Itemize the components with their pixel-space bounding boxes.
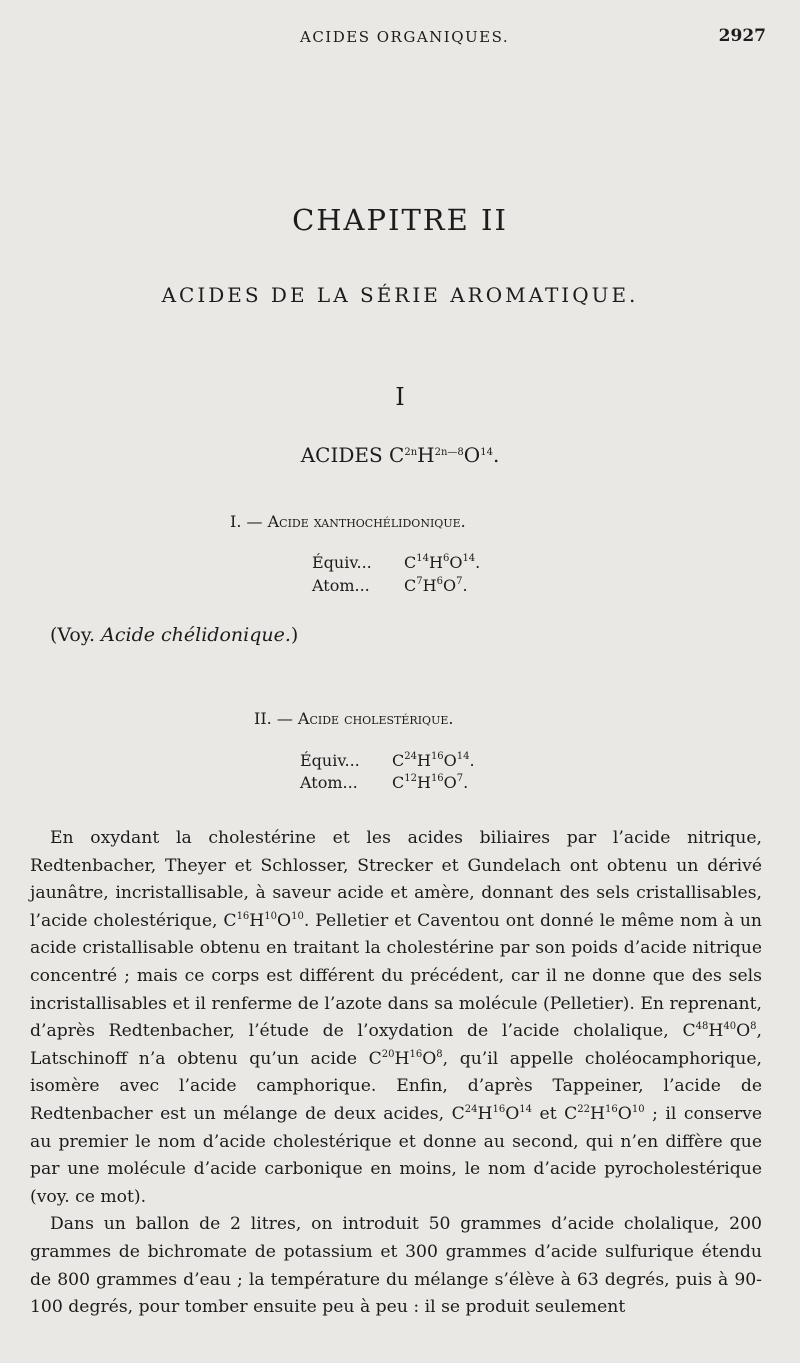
section-heading-xanthochelidonique <box>230 512 466 531</box>
section-number: I. — <box>230 512 263 531</box>
equiv-label: Équiv... <box>300 751 360 770</box>
atom-formula-row <box>300 773 468 792</box>
section-name: Acide cholestérique. <box>297 709 454 728</box>
section-heading-cholesterique <box>254 709 453 728</box>
equiv-formula-row <box>300 751 475 770</box>
equiv-formula: $C^{24}H^{16}O^{14}$. <box>392 751 475 770</box>
atom-label: Atom... <box>300 773 358 792</box>
cross-reference: (Voy. Acide chélidonique.) <box>50 624 299 646</box>
paragraph: Dans un ballon de 2 litres, on introduit 50 grammes d’acide cholalique, 200 grammes de bichromate de potassium et 300 grammes d’acide sulfurique étendu de 800 grammes d’eau ; la température du mélange s’élève à 63 degrés, puis à 90-100 degrés, pour tomber ensuite peu à peu : il se produit seulement <box>30 1214 762 1318</box>
paragraph: En oxydant la cholestérine et les acides biliaires par l’acide nitrique, Redtenbacher, Theyer et Schlosser, Strecker et Gundelach ont obtenu un dérivé jaunâtre, incristallisable, à saveur acide et amère, donnant des sels cristallisables, l’acide cholestérique, $C^{16}H^{10}O^{10}$. Pelletier et Caventou ont donné le même nom à un acide cristallisable obtenu en traitant la cholestérine par son poids d’acide nitrique concentré ; mais ce corps est différent du précédent, car il ne donne que des sels incristallisables et il renferme de l’azote dans sa molécule (Pelletier). En reprenant, d’après Redtenbacher, l’étude de l’oxydation de l’acide cholalique, $C^{48}H^{40}O^8$, Latschinoff n’a obtenu qu’un acide $C^{20}H^{16}O^8$, qu’il appelle choléocamphorique, isomère avec l’acide camphorique. Enfin, d’après Tappeiner, l’acide de Redtenbacher est un mélange de deux acides, $C^{24}H^{16}O^{14}$ et $C^{22}H^{16}O^{10}$ ; il conserve au premier le nom d’acide cholestérique et donne au second, qui n’en diffère que par une molécule d’acide carbonique en moins, le nom d’acide pyrocholestérique (voy. ce mot). <box>30 828 763 1207</box>
atom-label: Atom... <box>312 576 370 595</box>
section-number: II. — <box>254 709 293 728</box>
body-text <box>30 825 762 1322</box>
cross-reference-target: Acide chélidonique. <box>101 624 291 646</box>
equiv-label: Équiv... <box>312 553 372 572</box>
series-title: ACIDES DE LA SÉRIE AROMATIQUE. <box>161 283 639 307</box>
chapter-title: CHAPITRE II <box>292 203 508 237</box>
running-head <box>0 22 800 52</box>
atom-formula: $C^7H^6O^7$. <box>404 576 468 595</box>
page-number: 2927 <box>718 26 766 46</box>
equiv-formula-row <box>312 553 480 572</box>
running-title: ACIDES ORGANIQUES. <box>300 28 510 46</box>
equiv-formula: $C^{14}H^6O^{14}$. <box>404 553 481 572</box>
atom-formula: $C^{12}H^{16}O^7$. <box>392 773 469 792</box>
group-number: I <box>395 383 405 411</box>
atom-formula-row <box>312 576 468 595</box>
section-name: Acide xanthochélidonique. <box>267 512 466 531</box>
group-title: ACIDES $C^{2n}H^{2n—8}O^{14}$. <box>300 443 500 467</box>
